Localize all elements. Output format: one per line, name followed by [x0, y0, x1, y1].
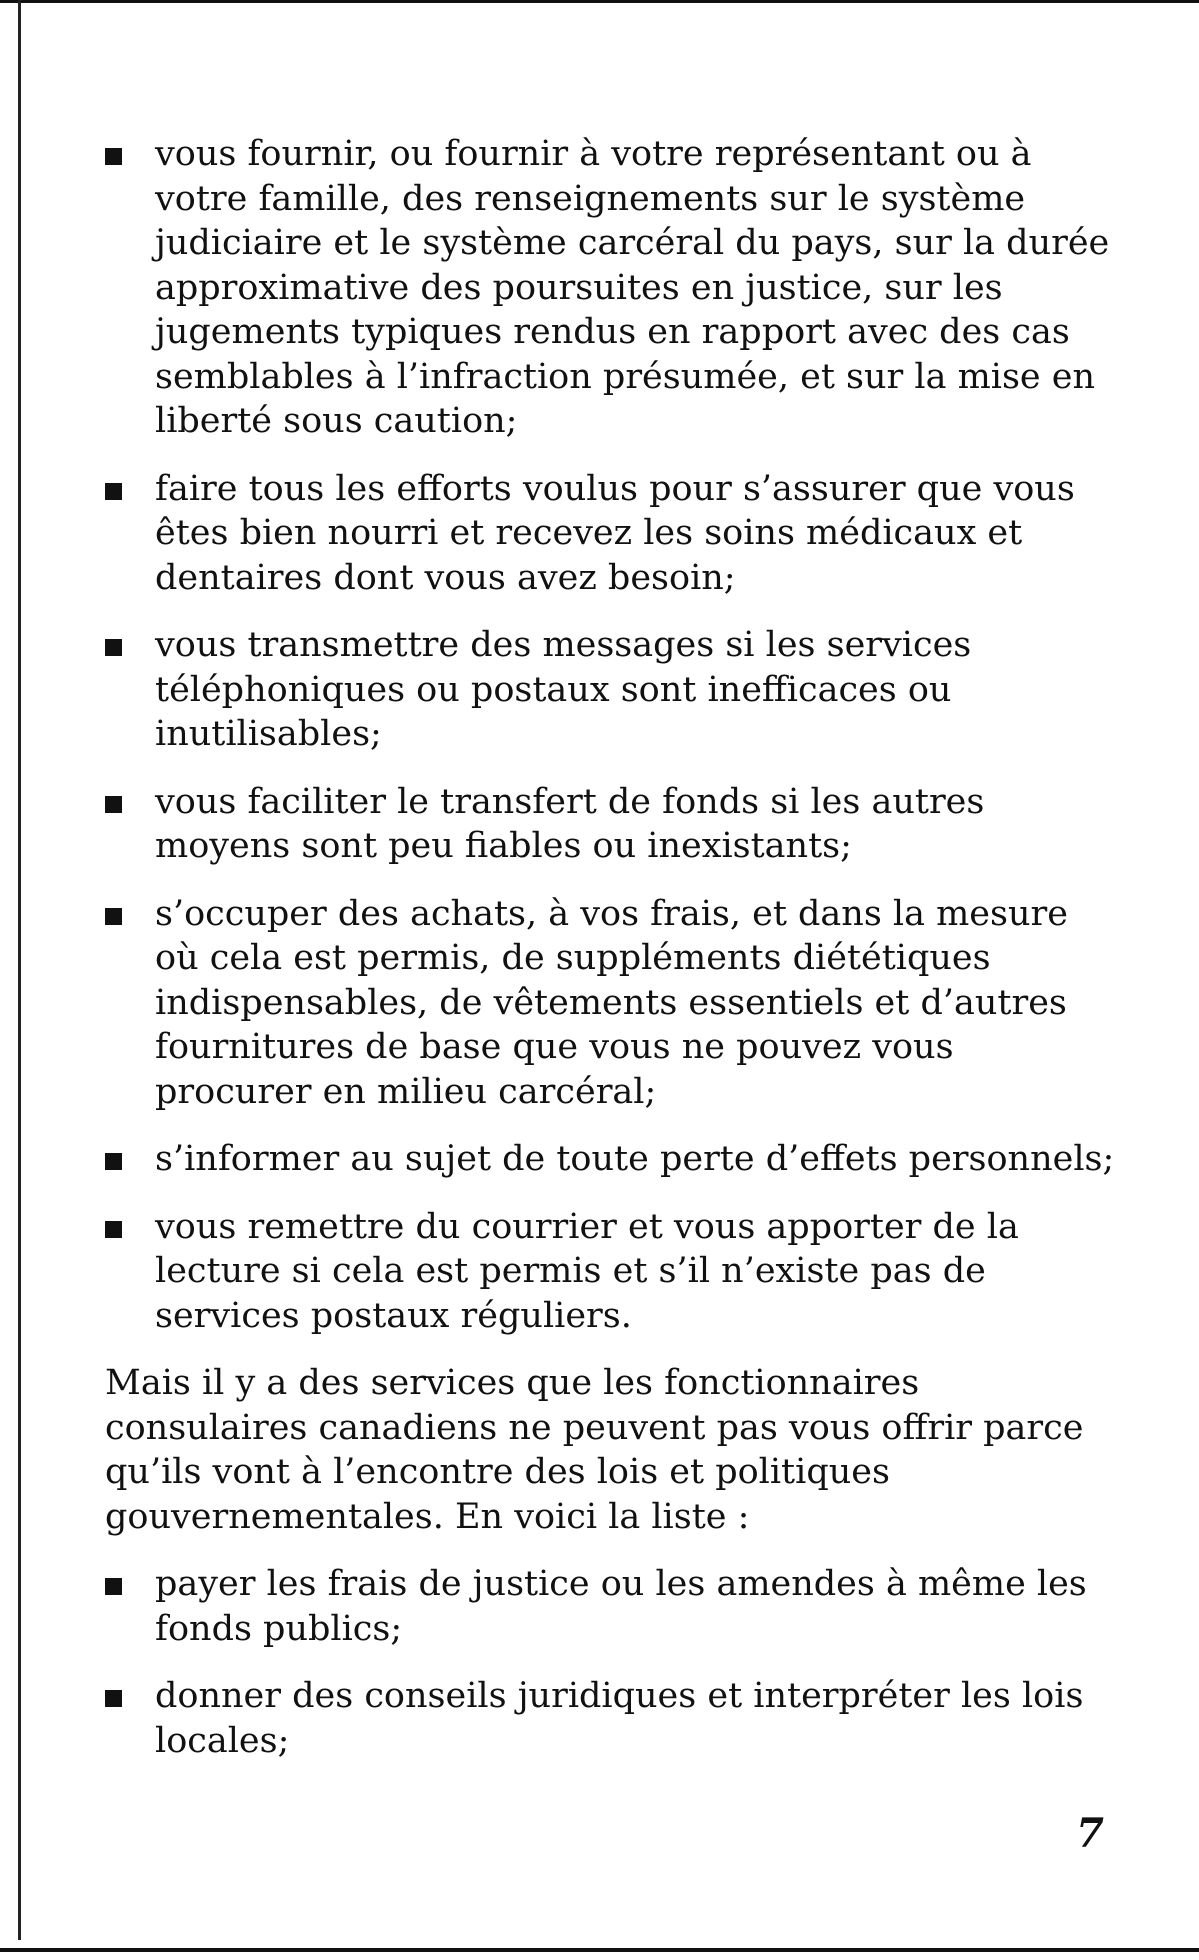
list-item-text: payer les frais de justice ou les amendes à même les fonds publics;: [155, 1564, 1087, 1649]
list-item-text: vous remettre du courrier et vous apporter de la lecture si cela est permis et s’il n’existe pas de services postaux réguliers.: [155, 1206, 1019, 1336]
body-paragraph: Mais il y a des services que les fonctionnaires consulaires canadiens ne peuvent pas vous offrir parce qu’ils vont à l’encontre des lois et politiques gouvernementales. En voici la liste :: [105, 1363, 1084, 1537]
list-item-text: donner des conseils juridiques et interpréter les lois locales;: [155, 1676, 1084, 1761]
list-item: [105, 1137, 1115, 1182]
scan-edge-bottom: [0, 1948, 1199, 1952]
square-bullet-icon: [105, 796, 122, 813]
list-item: [105, 1562, 1115, 1651]
list-item: [105, 132, 1115, 444]
square-bullet-icon: [105, 1153, 122, 1170]
list-item-text: vous faciliter le transfert de fonds si les autres moyens sont peu fiables ou inexistants;: [155, 781, 985, 866]
list-item: [105, 623, 1115, 757]
scan-edge-top: [0, 0, 1199, 3]
list-item-text: vous transmettre des messages si les services téléphoniques ou postaux sont inefficaces ou inutilisables;: [155, 625, 972, 754]
square-bullet-icon: [105, 908, 122, 925]
scan-edge-left: [18, 0, 21, 1940]
list-item: [105, 1674, 1115, 1763]
square-bullet-icon: [105, 639, 122, 656]
list-item-text: vous fournir, ou fournir à votre représentant ou à votre famille, des renseignements sur le système judiciaire et le système carcéral du pays, sur la durée approximative des poursuites en justice, sur les jugements typiques rendus en rapport avec des cas semblables à l’infraction présumée, et sur la mise en liberté sous caution;: [155, 134, 1110, 441]
list-item-text: s’occuper des achats, à vos frais, et dans la mesure où cela est permis, de suppléments diététiques indispensables, de vêtements essentiels et d’autres fournitures de base que vous ne pouvez vous procurer en milieu carcéral;: [155, 893, 1068, 1112]
page-number: 7: [1076, 1810, 1104, 1857]
list-item: [105, 1205, 1115, 1339]
services-offered-list: [105, 132, 1115, 1338]
square-bullet-icon: [105, 1690, 122, 1707]
services-not-offered-list: [105, 1562, 1115, 1763]
list-item-text: s’informer au sujet de toute perte d’effets personnels;: [155, 1139, 1115, 1179]
square-bullet-icon: [105, 1221, 122, 1238]
square-bullet-icon: [105, 1578, 122, 1595]
list-item: [105, 780, 1115, 869]
list-item: [105, 892, 1115, 1115]
square-bullet-icon: [105, 483, 122, 500]
square-bullet-icon: [105, 148, 122, 165]
list-item: [105, 467, 1115, 601]
list-item-text: faire tous les efforts voulus pour s’assurer que vous êtes bien nourri et recevez les soins médicaux et dentaires dont vous avez besoin;: [155, 468, 1075, 598]
page-content: [105, 132, 1115, 1786]
